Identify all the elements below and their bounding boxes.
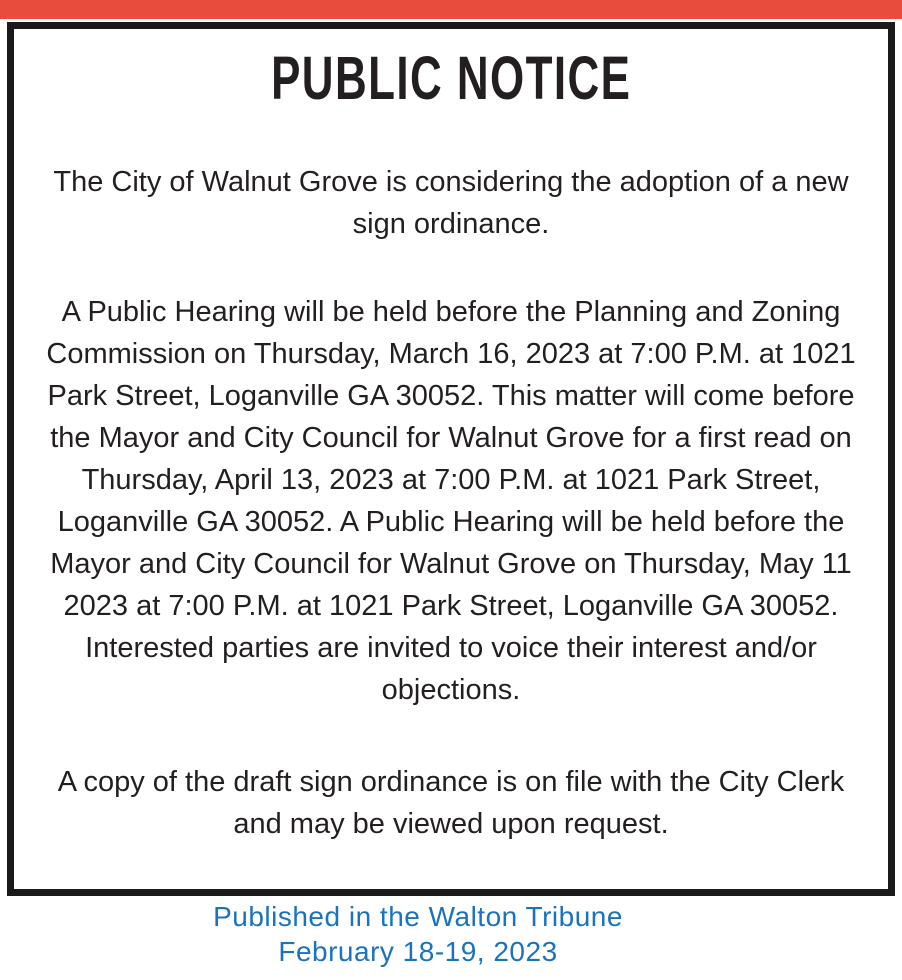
notice-title-wrap: [40, 43, 862, 121]
notice-box: [7, 22, 895, 896]
notice-paragraph-intro: The City of Walnut Grove is considering the adoption of a new sign ordinance.: [53, 166, 849, 240]
publication-footer-line2: February 18-19, 2023: [278, 936, 558, 967]
publication-footer-line1: Published in the Walton Tribune: [213, 901, 623, 932]
notice-paragraph-hearings: A Public Hearing will be held before the Planning and Zoning Commission on Thursday, March 16, 2023 at 7:00 P.M. at 1021 Park Street, Loganville GA 30052. This matter will come before the Mayor and City Council for Walnut Grove for a first read on Thursday, April 13, 2023 at 7:00 P.M. at 1021 Park Street, Loganville GA 30052. A Public Hearing will be held before the Mayor and City Council for Walnut Grove on Thursday, May 11 2023 at 7:00 P.M. at 1021 Park Street, Loganville GA 30052. Interested parties are invited to voice their interest and/or objections.: [46, 296, 856, 706]
notice-title: PUBLIC NOTICE: [270, 44, 632, 112]
publication-footer: [0, 899, 836, 969]
top-accent-bar: [0, 0, 902, 19]
notice-paragraph-copy-on-file: A copy of the draft sign ordinance is on file with the City Clerk and may be viewed upon request.: [57, 766, 845, 840]
notice-content: [14, 29, 888, 845]
